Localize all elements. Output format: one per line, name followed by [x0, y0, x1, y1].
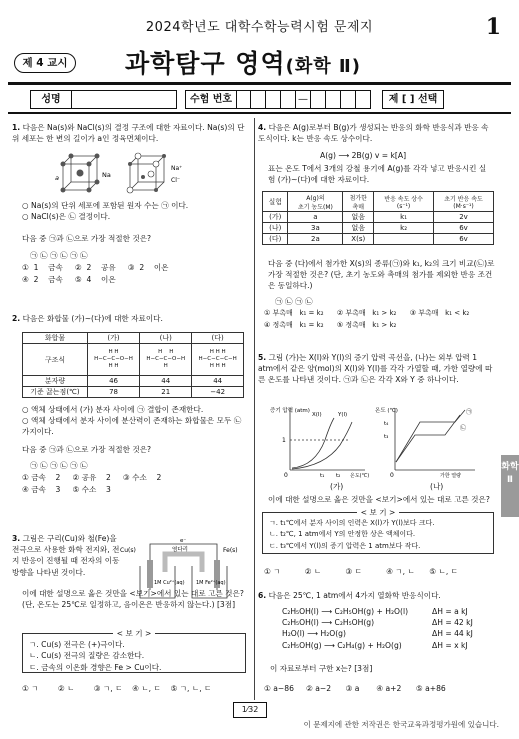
subject-title-sub: (화학 Ⅱ): [285, 56, 361, 77]
question-2: [12, 313, 248, 324]
row-label: 구조식: [23, 344, 88, 376]
series-b: ㉡: [460, 425, 467, 432]
header-rule: [8, 82, 511, 85]
table-cell: 6v: [434, 234, 494, 245]
graph-xlabel: 가한 열량: [440, 473, 461, 479]
options-header: ㉠ ㉡ ㉠ ㉡ ㉠ ㉡: [30, 251, 88, 260]
exam-no-digit[interactable]: [326, 90, 341, 109]
exam-no-digit[interactable]: [236, 90, 251, 109]
bogi-title: < 보 기 >: [263, 507, 493, 518]
table-cell: [374, 234, 434, 245]
graph-tick: t₁: [320, 473, 325, 479]
label-na: Na: [102, 171, 111, 179]
answer-options[interactable]: ④ 정촉매 k₁ = k₂ ⑤ 정촉매 k₁ > k₂: [264, 321, 397, 329]
table-cell: 46: [87, 376, 139, 387]
experiment-table: [262, 191, 494, 245]
answer-options[interactable]: ① ㄱ ② ㄴ ③ ㄱ, ㄷ ④ ㄴ, ㄷ ⑤ ㄱ, ㄴ, ㄷ: [22, 684, 212, 693]
graph-caption: (가): [330, 482, 344, 491]
graph-xlabel: 온도(℃): [350, 473, 370, 479]
label-a: a: [55, 174, 59, 182]
rate-equation: A(g) ⟶ 2B(g) v = k[A]: [320, 151, 407, 160]
label-electron: e⁻: [180, 538, 187, 544]
subject-title-main: 과학탐구 영역: [125, 49, 286, 78]
answer-options[interactable]: ① a−86 ② a−2 ③ a ④ a+2 ⑤ a+86: [264, 684, 446, 693]
bogi-box: [262, 508, 494, 554]
idbar-rule: [8, 112, 511, 114]
name-label: 성명: [30, 90, 72, 109]
row-label: 기준 끓는점(℃): [23, 387, 88, 398]
bogi-title: < 보 기 >: [23, 628, 245, 639]
graph-tick: t₂: [336, 473, 341, 479]
question-6: [258, 590, 494, 601]
question-number: 1.: [12, 123, 21, 132]
graph-ylabel: 증기 압력 (atm): [270, 408, 310, 414]
graph-tick: 1: [282, 437, 286, 444]
condition: ○ 액체 상태에서 분자 사이에 분산력이 존재하는 화합물은 모두 ㉡ 가지이다.: [22, 416, 242, 437]
question-text: 그림 (가)는 X(l)와 Y(l)의 증기 압력 곡선을, (나)는 외부 압력 1 atm에서 같은 양(mol)의 X(l)와 Y(l)를 각각 가열할 때, 가한 열량에 따른 온도를 나타낸 것이다. ㉠과 ㉡은 각각 X와 Y 중 하나이다.: [258, 353, 493, 385]
question-2-prompt: 다음 중 ㉠과 ㉡으로 가장 적절한 것은?: [22, 445, 152, 454]
question-number: 5.: [258, 353, 267, 362]
condition: ○ NaCl(s)은 ㉡ 결정이다.: [22, 212, 111, 222]
question-2-conditions: [22, 404, 247, 438]
exam-no-digit[interactable]: [356, 90, 371, 109]
table-cell: 2v: [434, 212, 494, 223]
student-info-bar: [30, 90, 500, 109]
question-3-prompt: 이에 대한 설명으로 옳은 것만을 <보기>에서 있는 대로 고른 것은? (단, 온도는 25℃로 일정하고, 음이온은 반응하지 않는다.) [3점]: [22, 589, 244, 610]
session-badge: 제 4 교시: [14, 53, 76, 73]
exam-no-digit[interactable]: [341, 90, 356, 109]
table-cell: 없음: [343, 223, 374, 234]
table-header: 실험: [263, 192, 288, 212]
question-text: 다음은 화합물 (가)~(다)에 대한 자료이다.: [22, 314, 163, 323]
row-label: 분자량: [23, 376, 88, 387]
label-na-plus: Na⁺: [171, 165, 183, 172]
table-header: 첨가한 촉매: [343, 192, 374, 212]
question-3: [12, 533, 122, 578]
bogi-box: [22, 629, 246, 673]
question-number: 2.: [12, 314, 21, 323]
graph-tick: t₃: [384, 434, 389, 440]
reaction-row: [282, 640, 492, 651]
reaction: C₂H₅OH(g) ⟶ C₂H₄(g) + H₂O(g): [282, 640, 402, 650]
bogi-item: ㄱ. Cu(s) 전극은 (+)극이다.: [29, 640, 125, 650]
reaction-row: [282, 628, 492, 639]
bogi-item: ㄷ. 금속의 이온화 경향은 Fe > Cu이다.: [29, 662, 162, 672]
label-cl-minus: Cl⁻: [171, 177, 181, 184]
crystal-structure-figure: [55, 150, 195, 200]
page-number: 1: [485, 14, 501, 40]
question-4: [258, 122, 494, 144]
table-cell: 44: [140, 376, 192, 387]
enthalpy: ΔH = 42 kJ: [432, 618, 473, 628]
column-divider: [254, 118, 255, 700]
bogi-item: ㄷ. t₃℃에서 Y(l)의 증기 압력은 1 atm보다 작다.: [269, 541, 421, 550]
answer-options[interactable]: ① 부촉매 k₁ = k₂ ② 부촉매 k₁ > k₂ ③ 부촉매 k₁ < k₂: [264, 309, 470, 317]
structure-ga: H H H−C−C−O−H H H: [87, 344, 139, 376]
question-4-prompt: 다음 중 (다)에서 첨가한 X(s)의 종류(㉠)와 k₁, k₂의 크기 비교(㉡)로 가장 적절한 것은? (단, 초기 농도와 촉매의 첨가를 제외한 반응 조건은 동일하다.): [268, 259, 495, 291]
question-number: 4.: [258, 123, 267, 132]
table-header: (다): [192, 333, 244, 344]
table-header: 화합물: [23, 333, 88, 344]
copyright-note: 이 문제지에 관한 저작권은 한국교육과정평가원에 있습니다.: [303, 720, 499, 729]
bogi-item: ㄴ. t₂℃, 1 atm에서 Y의 안정한 상은 액체이다.: [269, 530, 416, 539]
vapor-pressure-graphs: [270, 400, 480, 480]
answer-options[interactable]: ④ 금속 3 ⑤ 수소 3: [22, 485, 111, 494]
graph-origin: 0: [390, 472, 394, 479]
series-a: ㉠: [466, 409, 473, 416]
question-text: 그림은 구리(Cu)와 철(Fe)을 전극으로 사용한 화학 전지와, 전지 반응이 진행될 때 전자의 이동 방향을 나타낸 것이다.: [12, 534, 120, 577]
table-header: (나): [140, 333, 192, 344]
label-salt-bridge: 염다리: [172, 547, 188, 553]
reaction-row: [282, 606, 492, 617]
exam-no-digit[interactable]: [251, 90, 266, 109]
table-header: 초기 반응 속도 (M·s⁻¹): [434, 192, 494, 212]
answer-options[interactable]: ① ㄱ ② ㄴ ③ ㄷ ④ ㄱ, ㄴ ⑤ ㄴ, ㄷ: [264, 567, 459, 576]
name-field[interactable]: [71, 90, 177, 109]
structure-da: H H H H−C−C−C−H H H H: [192, 344, 244, 376]
table-cell: 없음: [343, 212, 374, 223]
graph-caption: (나): [430, 482, 444, 491]
options-header: ㉠ ㉡ ㉠ ㉡: [275, 297, 313, 306]
question-1-prompt: 다음 중 ㉠과 ㉡으로 가장 적절한 것은?: [22, 234, 152, 243]
table-cell: X(s): [343, 234, 374, 245]
graph-tick: t₄: [384, 421, 389, 427]
structure-na: H H H−C−C−O−H H: [140, 344, 192, 376]
table-cell: a: [288, 212, 343, 223]
reaction: C₂H₅OH(l) ⟶ C₂H₅OH(g): [282, 618, 375, 628]
enthalpy: ΔH = a kJ: [432, 607, 468, 616]
question-4-text: 표는 온도 T에서 3개의 강철 용기에 A(g)를 각각 넣고 반응시킨 실험 (가)~(다)에 대한 자료이다.: [268, 164, 487, 185]
reaction: C₂H₅OH(l) ⟶ C₂H₅OH(g) + H₂O(l): [282, 607, 409, 616]
options-header: ㉠ ㉡ ㉠ ㉡ ㉠ ㉡: [30, 461, 88, 470]
answer-options[interactable]: ① 금속 2 ② 공유 2 ③ 수소 2: [22, 473, 162, 482]
label-solution-cu: 1M Cu²⁺(aq): [154, 580, 185, 586]
question-5-prompt: 이에 대한 설명으로 옳은 것만을 <보기>에서 있는 대로 고른 것은?: [268, 495, 490, 504]
table-header: 반응 속도 상수 (s⁻¹): [374, 192, 434, 212]
compound-table: [22, 332, 244, 398]
subject-side-tab: 화학 Ⅱ: [501, 455, 519, 517]
label-cu: Cu(s): [120, 547, 136, 554]
question-text: 다음은 A(g)로부터 B(g)가 생성되는 반응의 화학 반응식과 반응 속도식이다. k는 반응 속도 상수이다.: [258, 123, 489, 144]
exam-no-label: 수험 번호: [185, 90, 237, 109]
table-header: A(g)의 초기 농도(M): [288, 192, 343, 212]
table-cell: k₁: [374, 212, 434, 223]
exam-no-digit[interactable]: [311, 90, 326, 109]
answer-options[interactable]: ④ 2 금속 ⑤ 4 이온: [22, 275, 116, 284]
question-6-prompt: 이 자료로부터 구한 x는? [3점]: [270, 664, 373, 673]
reaction: H₂O(l) ⟶ H₂O(g): [282, 629, 346, 639]
table-cell: 21: [140, 387, 192, 398]
bogi-item: ㄴ. Cu(s) 전극의 질량은 감소한다.: [29, 651, 145, 661]
exam-no-digit[interactable]: [266, 90, 281, 109]
question-5: [258, 352, 494, 386]
bogi-item: ㄱ. t₁℃에서 분자 사이의 인력은 X(l)가 Y(l)보다 크다.: [269, 519, 435, 528]
table-header: (가): [87, 333, 139, 344]
table-cell: −42: [192, 387, 244, 398]
series-x: X(l): [312, 412, 322, 418]
exam-no-dash: —: [296, 90, 311, 109]
answer-options[interactable]: ① 1 금속 ② 2 공유 ③ 2 이온: [22, 263, 169, 272]
enthalpy: ΔH = x kJ: [432, 640, 468, 650]
table-cell: k₂: [374, 223, 434, 234]
table-cell: 44: [192, 376, 244, 387]
table-cell: (다): [263, 234, 288, 245]
table-cell: 3a: [288, 223, 343, 234]
condition: ○ 액체 상태에서 (가) 분자 사이에 ㉠ 결합이 존재한다.: [22, 405, 204, 414]
enthalpy: ΔH = 44 kJ: [432, 629, 473, 639]
question-1: [12, 122, 248, 144]
question-text: 다음은 Na(s)와 NaCl(s)의 결정 구조에 대한 자료이다. Na(s)의 단위 세포는 한 변의 길이가 a인 정육면체이다.: [12, 123, 245, 144]
thermochemical-equations: [282, 606, 492, 651]
reaction-row: [282, 617, 492, 628]
question-number: 6.: [258, 591, 267, 600]
subject-title: [125, 44, 361, 80]
graph-ylabel: 온도 (℃): [375, 408, 398, 414]
graph-origin: 0: [284, 472, 288, 479]
series-y: Y(l): [338, 412, 348, 418]
footer-page-number: 1⁄32: [233, 702, 267, 718]
question-number: 3.: [12, 534, 21, 543]
table-cell: 78: [87, 387, 139, 398]
table-cell: 2a: [288, 234, 343, 245]
exam-no-digit[interactable]: [281, 90, 296, 109]
table-cell: (나): [263, 223, 288, 234]
question-1-conditions: [22, 200, 247, 222]
condition: ○ Na(s)의 단위 세포에 포함된 원자 수는 ㉠ 이다.: [22, 201, 189, 210]
select-label[interactable]: 제 [ ] 선택: [382, 90, 444, 109]
label-solution-fe: 1M Fe²⁺(aq): [196, 580, 226, 586]
label-fe: Fe(s): [223, 547, 238, 554]
exam-title: 2024학년도 대학수학능력시험 문제지: [145, 20, 374, 35]
table-cell: 6v: [434, 223, 494, 234]
table-cell: (가): [263, 212, 288, 223]
question-text: 다음은 25℃, 1 atm에서 4가지 열화학 반응식이다.: [268, 591, 441, 600]
